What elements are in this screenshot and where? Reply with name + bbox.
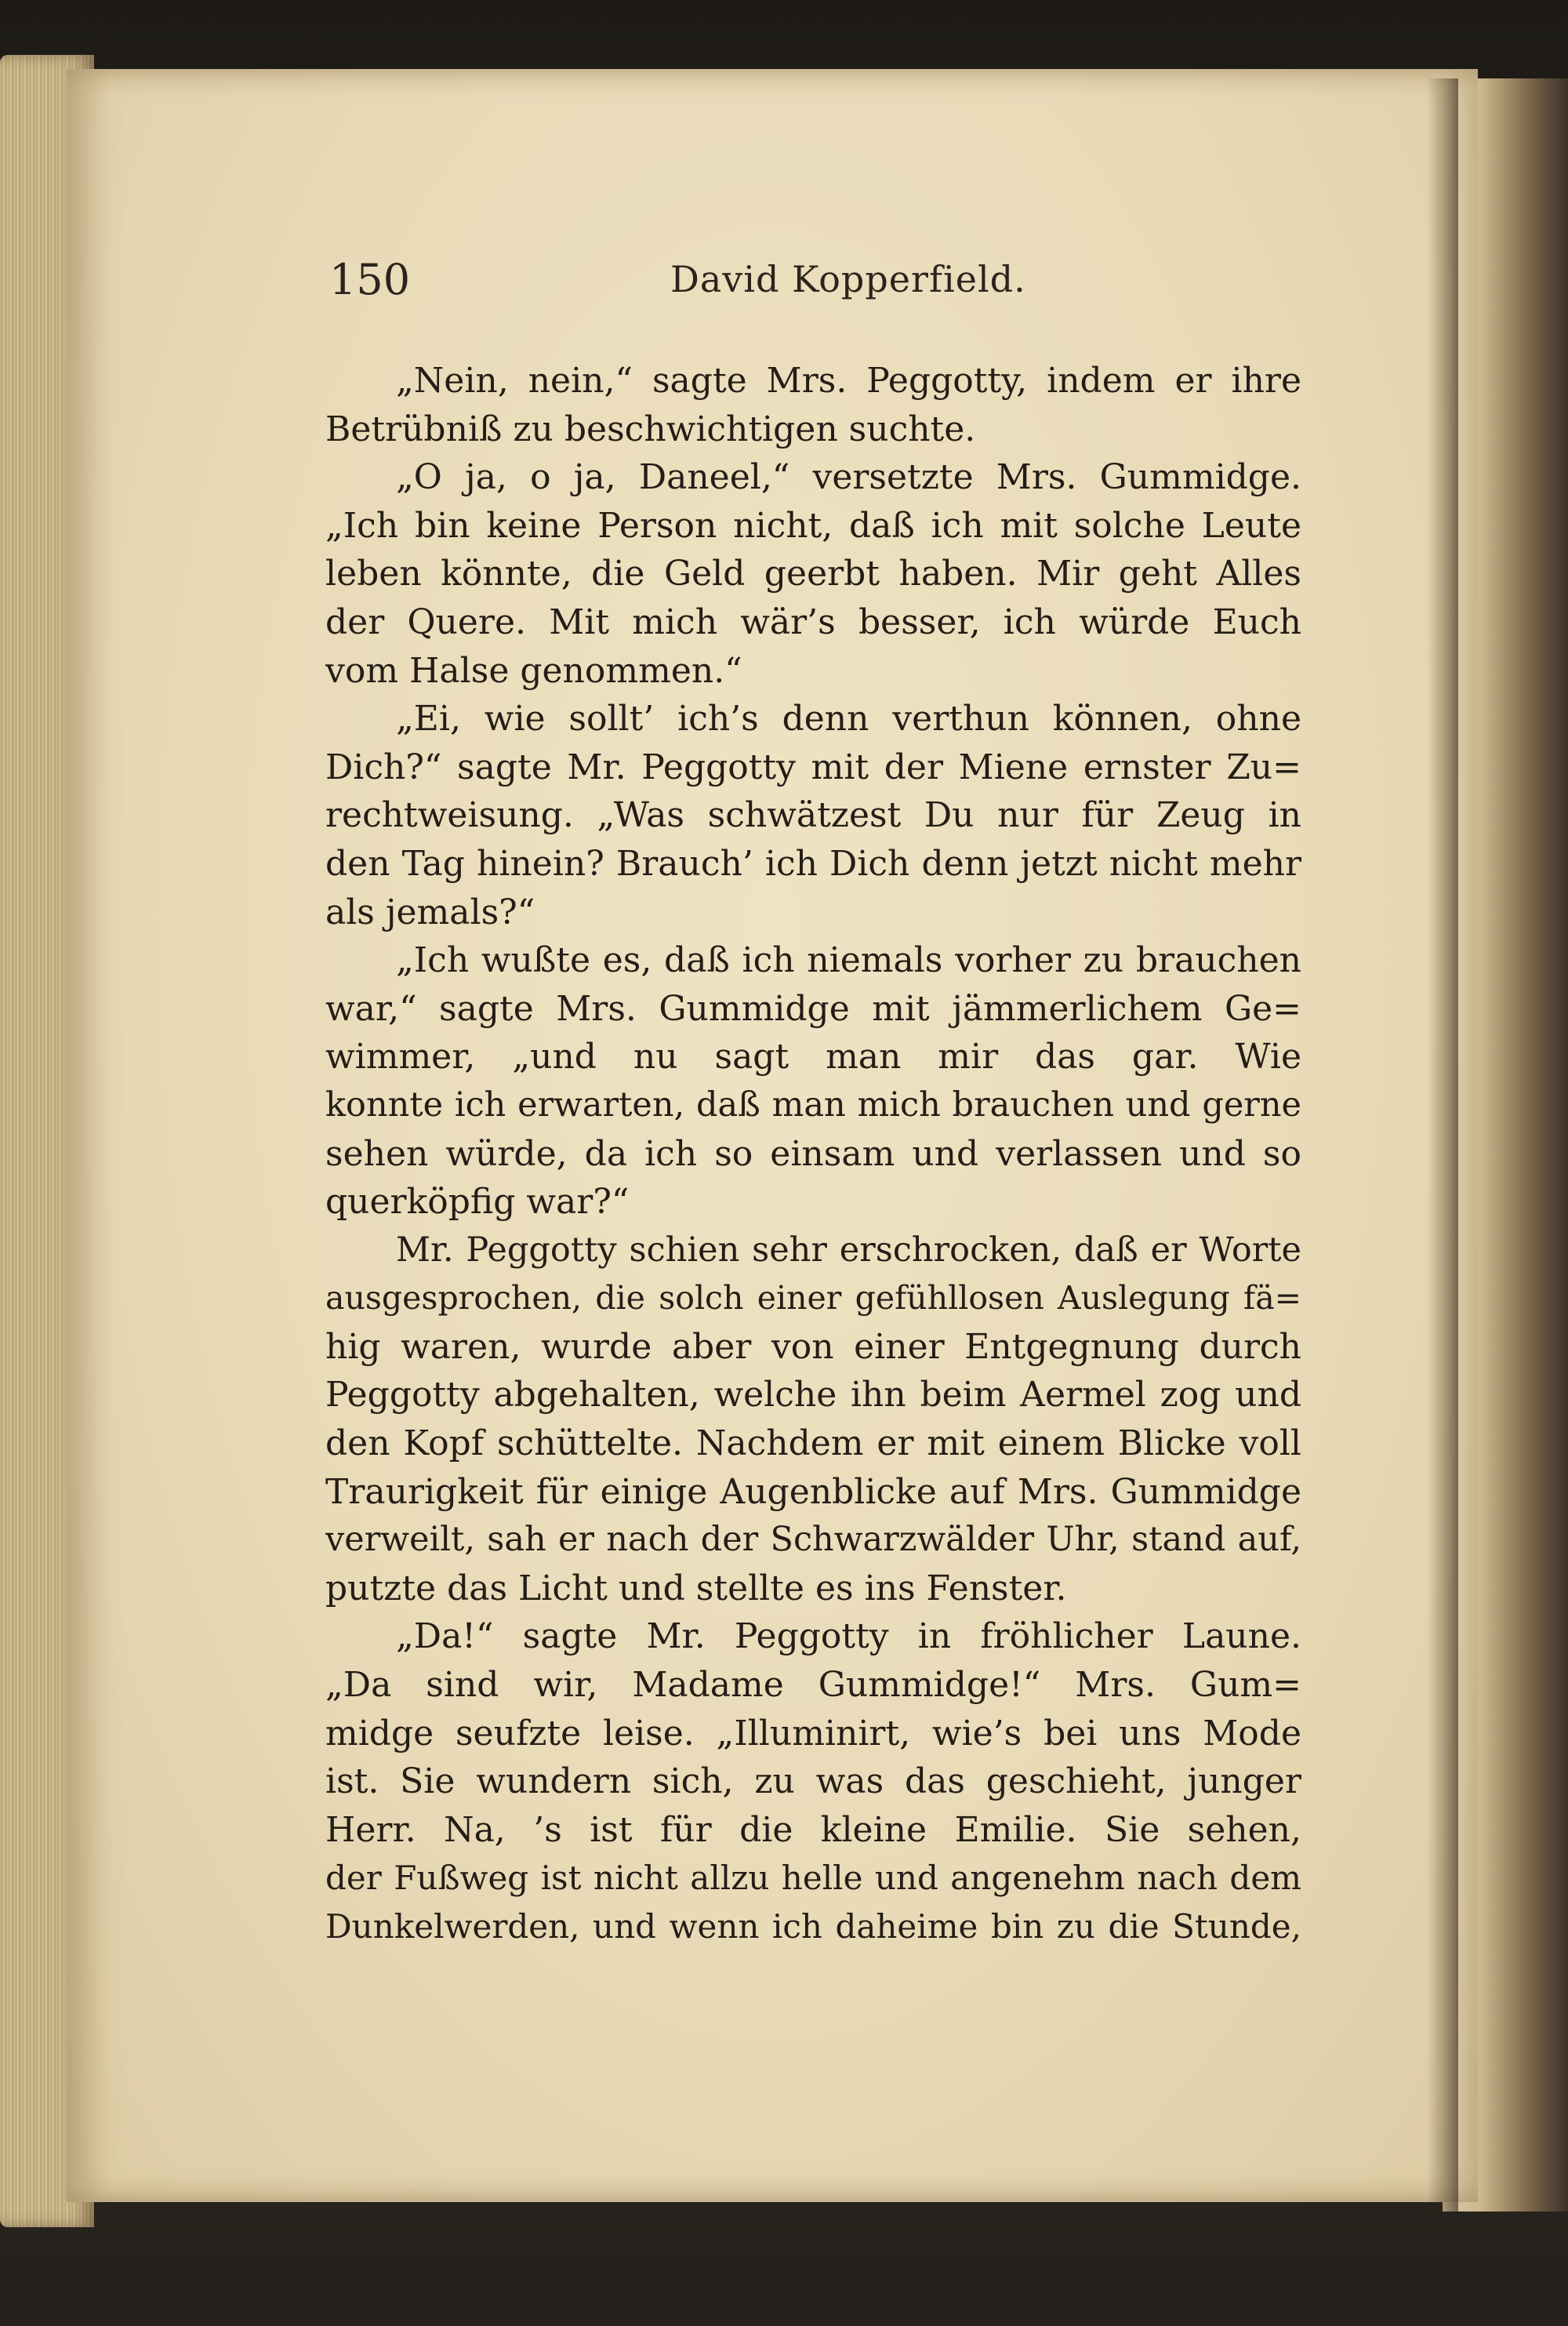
text-line: „Ei, wie sollt’ ich’s denn verthun können, ohne xyxy=(396,699,1301,740)
text-line: leben könnte, die Geld geerbt haben. Mir geht Alles xyxy=(325,554,1301,594)
text-line: „Ich wußte es, daß ich niemals vorher zu brauchen xyxy=(396,940,1301,981)
text-line: wimmer, „und nu sagt man mir das gar. Wie xyxy=(325,1037,1301,1078)
text-line: Mr. Peggotty schien sehr erschrocken, daß er Worte xyxy=(396,1230,1301,1270)
text-line: war,“ sagte Mrs. Gummidge mit jämmerlichem Ge= xyxy=(325,988,1301,1029)
text-line: Betrübniß zu beschwichtigen suchte. xyxy=(325,409,976,449)
text-line: als jemals?“ xyxy=(325,892,535,932)
running-title: David Kopperfield. xyxy=(670,258,1026,300)
text-line: Herr. Na, ’s ist für die kleine Emilie. Sie sehen, xyxy=(325,1809,1301,1850)
body-text xyxy=(325,357,1301,1951)
text-line: sehen würde, da ich so einsam und verlassen und so xyxy=(325,1133,1301,1174)
page-number: 150 xyxy=(329,255,411,304)
text-line: ausgesprochen, die solch einer gefühllosen Auslegung fä= xyxy=(325,1279,1301,1317)
text-line: der Fußweg ist nicht allzu helle und angenehm nach dem xyxy=(325,1859,1301,1898)
text-line: „Da!“ sagte Mr. Peggotty in fröhlicher Laune. xyxy=(396,1616,1301,1657)
text-line: querköpfig war?“ xyxy=(325,1182,630,1223)
text-line: verweilt, sah er nach der Schwarzwälder Uhr, stand auf, xyxy=(325,1520,1301,1560)
text-line: rechtweisung. „Was schwätzest Du nur für Zeug in xyxy=(325,795,1301,836)
text-line: Peggotty abgehalten, welche ihn beim Aermel zog und xyxy=(325,1375,1301,1416)
text-line: midge seufzte leise. „Illuminirt, wie’s bei uns Mode xyxy=(325,1713,1301,1754)
text-line: der Quere. Mit mich wär’s besser, ich würde Euch xyxy=(325,601,1301,642)
gutter-shadow xyxy=(1427,78,1458,2212)
text-line: den Tag hinein? Brauch’ ich Dich denn jetzt nicht mehr xyxy=(325,843,1301,884)
text-line: „Ich bin keine Person nicht, daß ich mit solche Leute xyxy=(325,505,1301,546)
text-line: vom Halse genommen.“ xyxy=(325,650,742,691)
text-line: Traurigkeit für einige Augenblicke auf Mrs. Gummidge xyxy=(325,1471,1301,1512)
text-line: den Kopf schüttelte. Nachdem er mit einem Blicke voll xyxy=(325,1423,1301,1464)
text-line: Dunkelwerden, und wenn ich daheime bin zu die Stunde, xyxy=(325,1907,1301,1946)
text-line: „Nein, nein,“ sagte Mrs. Peggotty, indem er ihre xyxy=(396,361,1301,401)
text-line: „O ja, o ja, Daneel,“ versetzte Mrs. Gummidge. xyxy=(396,457,1301,498)
text-line: Dich?“ sagte Mr. Peggotty mit der Miene ernster Zu= xyxy=(325,747,1301,787)
text-line: hig waren, wurde aber von einer Entgegnung durch xyxy=(325,1326,1301,1367)
text-line: „Da sind wir, Madame Gummidge!“ Mrs. Gum= xyxy=(325,1665,1301,1706)
text-line: ist. Sie wundern sich, zu was das geschieht, junger xyxy=(325,1761,1301,1802)
running-head xyxy=(329,255,1317,302)
text-line: putzte das Licht und stellte es ins Fenster. xyxy=(325,1568,1067,1608)
text-line: konnte ich erwarten, daß man mich brauchen und gerne xyxy=(325,1085,1301,1125)
